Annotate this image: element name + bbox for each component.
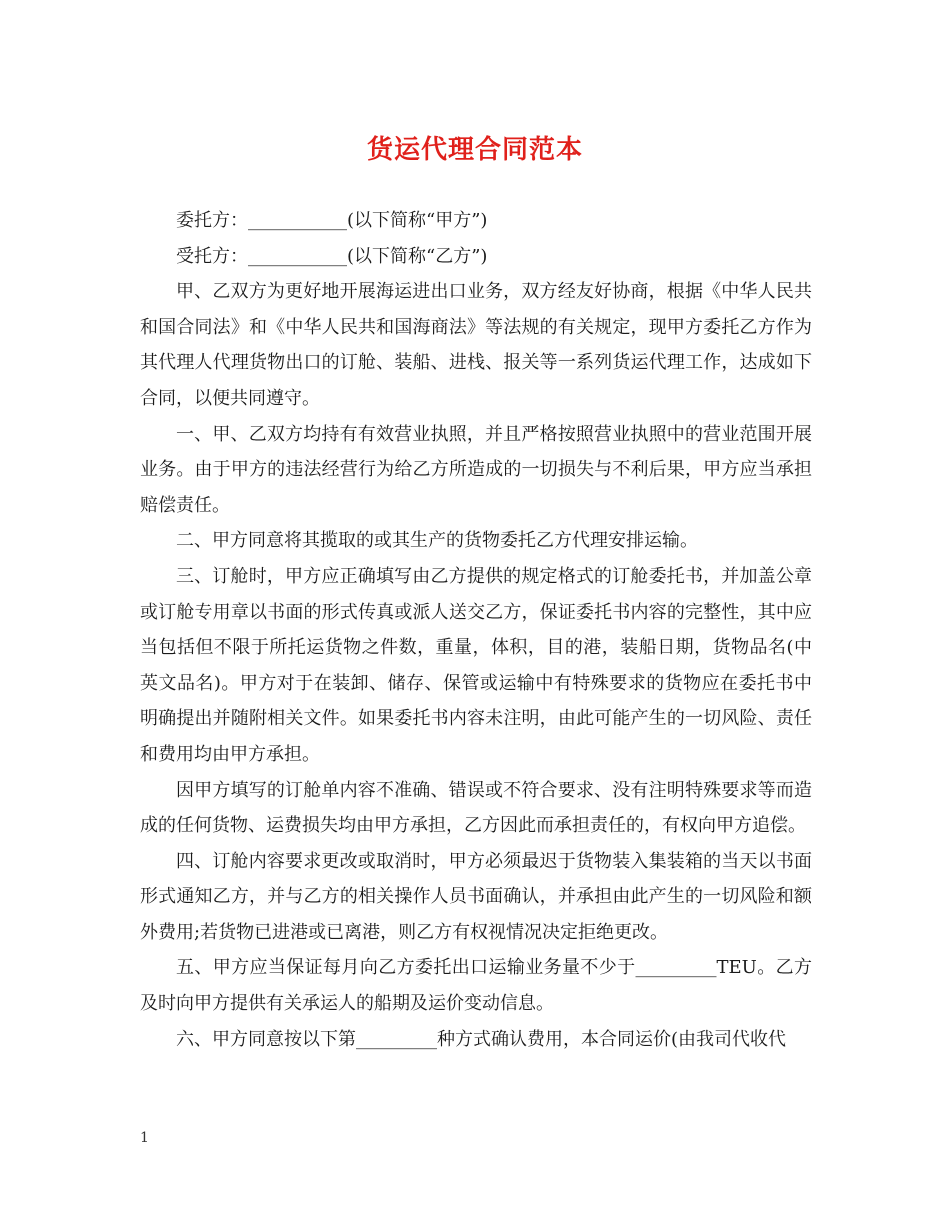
paragraph-clause-3-note: 因甲方填写的订舱单内容不准确、错误或不符合要求、没有注明特殊要求等而造成的任何货物、运费损失均由甲方承担，乙方因此而承担责任的，有权向甲方追偿。 bbox=[140, 779, 812, 837]
paragraph-clause-6: 六、甲方同意按以下第_________种方式确认费用，本合同运价(由我司代收代 bbox=[176, 1028, 787, 1050]
paragraph-clause-3: 三、订舱时，甲方应正确填写由乙方提供的规定格式的订舱委托书，并加盖公章或订舱专用章以书面的形式传真或派人送交乙方，保证委托书内容的完整性，其中应当包括但不限于所托运货物之件数，重量，体积，目的港，装船日期，货物品名(中英文品名)。甲方对于在装卸、储存、保管或运输中有特殊要求的货物应在委托书中明确提出并随附相关文件。如果委托书内容未注明，由此可能产生的一切风险、责任和费用均由甲方承担。 bbox=[140, 565, 812, 765]
document-body bbox=[140, 203, 812, 1057]
paragraph-clause-5: 五、甲方应当保证每月向乙方委托出口运输业务量不少于_________TEU。乙方及时向甲方提供有关承运人的船期及运价变动信息。 bbox=[140, 957, 812, 1015]
paragraph-clause-2: 二、甲方同意将其揽取的或其生产的货物委托乙方代理安排运输。 bbox=[176, 530, 698, 552]
paragraph-client: 委托方：___________(以下简称“甲方”) bbox=[176, 210, 488, 231]
paragraph-agent: 受托方：___________(以下简称“乙方”) bbox=[176, 245, 488, 267]
page-number: 1 bbox=[140, 1130, 149, 1146]
paragraph-preamble: 甲、乙双方为更好地开展海运进出口业务，双方经友好协商，根据《中华人民共和国合同法》和《中华人民共和国海商法》等法规的有关规定，现甲方委托乙方作为其代理人代理货物出口的订舱、装船、进栈、报关等一系列货运代理工作，达成如下合同，以便共同遵守。 bbox=[140, 281, 812, 409]
paragraph-clause-4: 四、订舱内容要求更改或取消时，甲方必须最迟于货物装入集装箱的当天以书面形式通知乙方，并与乙方的相关操作人员书面确认，并承担由此产生的一切风险和额外费用;若货物已进港或已离港，则乙方有权视情况决定拒绝更改。 bbox=[140, 850, 812, 943]
document-title: 货运代理合同范本 bbox=[366, 135, 583, 165]
paragraph-clause-1: 一、甲、乙双方均持有有效营业执照，并且严格按照营业执照中的营业范围开展业务。由于甲方的违法经营行为给乙方所造成的一切损失与不利后果，甲方应当承担赔偿责任。 bbox=[140, 423, 812, 516]
